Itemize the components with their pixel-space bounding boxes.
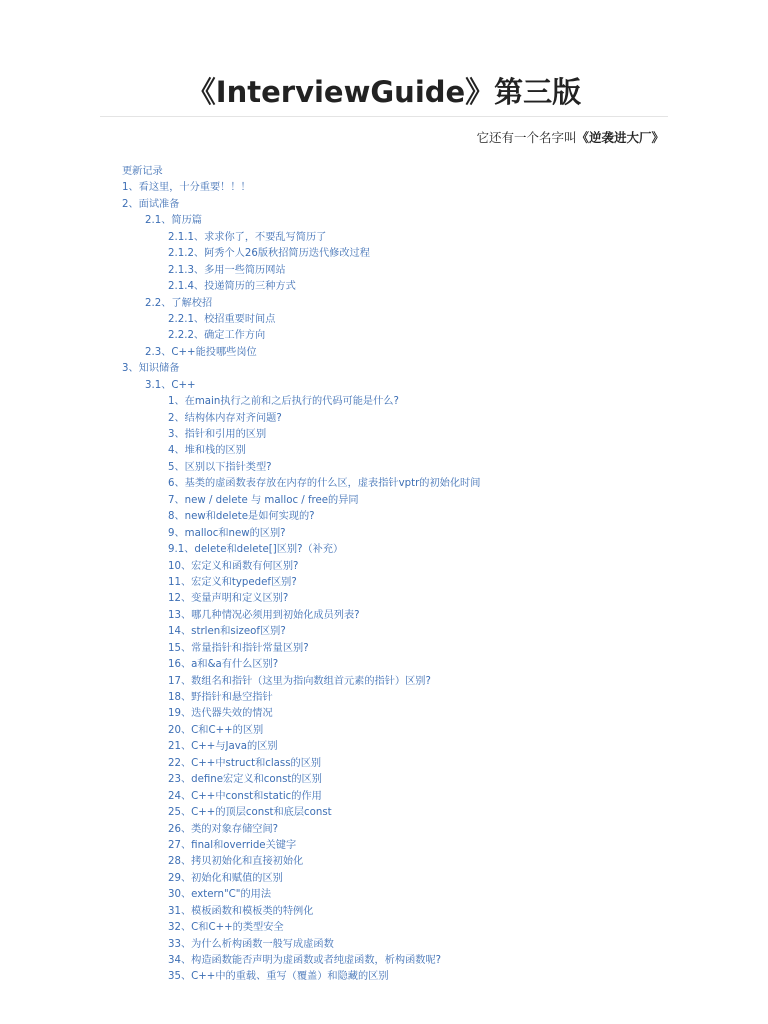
toc-item (0, 164, 768, 180)
toc-link[interactable]: 4、堆和栈的区别 (168, 445, 246, 457)
toc-item (0, 789, 768, 805)
toc-item (0, 591, 768, 607)
toc-item (0, 312, 768, 328)
toc-link[interactable]: 22、C++中struct和class的区别 (168, 757, 322, 769)
toc-item (0, 542, 768, 558)
toc-link[interactable]: 2.3、C++能投哪些岗位 (145, 346, 257, 358)
toc-link[interactable]: 32、C和C++的类型安全 (168, 922, 284, 934)
toc-item (0, 937, 768, 953)
toc-link[interactable]: 13、哪几种情况必须用到初始化成员列表? (168, 609, 360, 621)
toc-link[interactable]: 2.1.2、阿秀个人26版秋招简历迭代修改过程 (168, 248, 370, 260)
toc-link[interactable]: 1、看这里，十分重要！！！ (122, 182, 251, 194)
toc-link[interactable]: 31、模板函数和模板类的特例化 (168, 905, 314, 917)
toc-link[interactable]: 3.1、C++ (145, 379, 196, 391)
title-divider (100, 116, 668, 117)
toc-link[interactable]: 28、拷贝初始化和直接初始化 (168, 856, 304, 868)
toc-item (0, 476, 768, 492)
toc-item (0, 772, 768, 788)
toc-item (0, 624, 768, 640)
toc-item (0, 246, 768, 262)
toc-link[interactable]: 34、构造函数能否声明为虚函数或者纯虚函数，析构函数呢? (168, 955, 442, 966)
toc-item (0, 180, 768, 196)
toc-link[interactable]: 29、初始化和赋值的区别 (168, 872, 283, 884)
toc-link[interactable]: 10、宏定义和函数有何区别? (168, 560, 299, 572)
toc-item (0, 279, 768, 295)
toc-item (0, 887, 768, 903)
toc-item (0, 953, 768, 969)
toc-item (0, 345, 768, 361)
toc-item (0, 263, 768, 279)
toc-link[interactable]: 30、extern"C"的用法 (168, 889, 272, 901)
toc-item (0, 427, 768, 443)
toc-item (0, 739, 768, 755)
toc-item (0, 493, 768, 509)
toc-link[interactable]: 3、指针和引用的区别 (168, 429, 267, 440)
toc-item (0, 213, 768, 229)
toc-link[interactable]: 12、变量声明和定义区别? (168, 593, 289, 605)
toc-link[interactable]: 5、区别以下指针类型? (168, 461, 272, 473)
toc-item (0, 805, 768, 821)
toc-link[interactable]: 20、C和C++的区别 (168, 724, 264, 736)
toc-item (0, 969, 768, 985)
toc-link[interactable]: 23、define宏定义和const的区别 (168, 774, 322, 786)
toc-item (0, 296, 768, 312)
toc-link[interactable]: 15、常量指针和指针常量区别? (168, 642, 309, 654)
toc-item (0, 608, 768, 624)
toc-item (0, 657, 768, 673)
toc-link[interactable]: 27、final和override关键字 (168, 839, 297, 851)
toc-link[interactable]: 6、基类的虚函数表存放在内存的什么区，虚表指针vptr的初始化时间 (168, 478, 481, 490)
toc-item (0, 706, 768, 722)
subtitle-alt-name: 《逆袭进大厂》 (576, 130, 664, 145)
toc-link[interactable]: 33、为什么析构函数一般写成虚函数 (168, 938, 334, 950)
toc-link[interactable]: 9、malloc和new的区别? (168, 527, 286, 539)
toc-item (0, 460, 768, 476)
toc-link[interactable]: 2.1.1、求求你了，不要乱写简历了 (168, 231, 327, 243)
toc-item (0, 230, 768, 246)
toc-item (0, 378, 768, 394)
toc-link[interactable]: 18、野指针和悬空指针 (168, 692, 273, 703)
toc-link[interactable]: 21、C++与Java的区别 (168, 741, 278, 753)
toc-item (0, 674, 768, 690)
toc-item (0, 920, 768, 936)
toc-link[interactable]: 9.1、delete和delete[]区别?（补充） (168, 544, 344, 556)
toc-item (0, 641, 768, 657)
toc-item (0, 328, 768, 344)
toc-item (0, 854, 768, 870)
toc-item (0, 756, 768, 772)
toc-link[interactable]: 35、C++中的重载、重写（覆盖）和隐藏的区别 (168, 971, 389, 983)
toc-link[interactable]: 2、结构体内存对齐问题? (168, 412, 282, 424)
toc-link[interactable]: 2.1、简历篇 (145, 215, 202, 227)
toc-link[interactable]: 2、面试准备 (122, 198, 180, 210)
toc-item (0, 394, 768, 410)
toc-link[interactable]: 7、new / delete 与 malloc / free的异同 (168, 494, 359, 506)
toc-link[interactable]: 16、a和&a有什么区别? (168, 659, 279, 671)
toc-item (0, 838, 768, 854)
toc-link[interactable]: 14、strlen和sizeof区别? (168, 626, 286, 638)
subtitle (476, 129, 664, 147)
toc-item (0, 871, 768, 887)
toc-link[interactable]: 2.2.2、确定工作方向 (168, 330, 266, 342)
toc-link[interactable]: 17、数组名和指针（这里为指向数组首元素的指针）区别? (168, 675, 431, 687)
toc-link[interactable]: 3、知识储备 (122, 363, 180, 375)
toc-item (0, 575, 768, 591)
toc-item (0, 361, 768, 377)
toc-item (0, 559, 768, 575)
toc-link[interactable]: 1、在main执行之前和之后执行的代码可能是什么? (168, 396, 399, 408)
toc-item (0, 822, 768, 838)
toc-link[interactable]: 2.1.3、多用一些简历网站 (168, 264, 286, 276)
page-title: 《InterviewGuide》第三版 (186, 75, 582, 109)
toc-item (0, 526, 768, 542)
toc-item (0, 411, 768, 427)
toc-link[interactable]: 26、类的对象存储空间? (168, 823, 279, 835)
toc-item (0, 443, 768, 459)
toc-item (0, 197, 768, 213)
table-of-contents (0, 164, 768, 986)
toc-link[interactable]: 11、宏定义和typedef区别? (168, 576, 297, 588)
subtitle-text: 它还有一个名字叫 (476, 130, 577, 145)
toc-link[interactable]: 更新记录 (122, 166, 163, 177)
toc-item (0, 509, 768, 525)
toc-link[interactable]: 2.2、了解校招 (145, 297, 213, 309)
toc-link[interactable]: 2.1.4、投递简历的三种方式 (168, 281, 296, 293)
toc-item (0, 690, 768, 706)
toc-link[interactable]: 2.2.1、校招重要时间点 (168, 313, 276, 325)
toc-item (0, 723, 768, 739)
toc-item (0, 904, 768, 920)
toc-link[interactable]: 8、new和delete是如何实现的? (168, 511, 315, 523)
toc-link[interactable]: 25、C++的顶层const和底层const (168, 807, 332, 819)
toc-link[interactable]: 24、C++中const和static的作用 (168, 790, 322, 802)
toc-link[interactable]: 19、迭代器失效的情况 (168, 708, 273, 720)
